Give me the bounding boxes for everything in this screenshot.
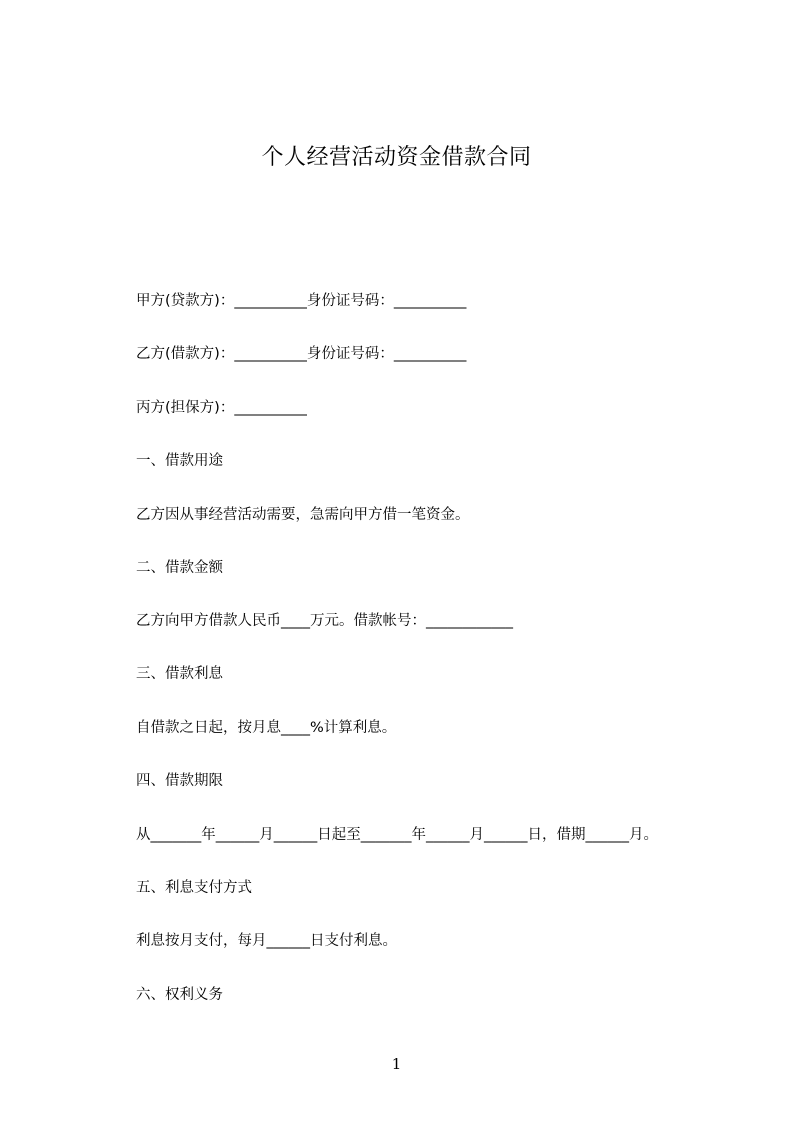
section-heading-rights: 六、权利义务 <box>136 987 223 1003</box>
party-b-line: 乙方(借款方)：__________身份证号码：__________ <box>136 346 467 362</box>
page-number: 1 <box>391 1055 402 1073</box>
section-heading-purpose: 一、借款用途 <box>136 453 223 469</box>
purpose-text: 乙方因从事经营活动需要，急需向甲方借一笔资金。 <box>136 507 470 523</box>
interest-text: 自借款之日起，按月息____%计算利息。 <box>136 720 397 736</box>
payment-text: 利息按月支付，每月______日支付利息。 <box>136 933 397 949</box>
section-heading-payment: 五、利息支付方式 <box>136 880 252 896</box>
amount-text: 乙方向甲方借款人民币____万元。借款帐号：____________ <box>136 613 513 629</box>
section-heading-amount: 二、借款金额 <box>136 560 223 576</box>
party-a-line: 甲方(贷款方)：__________身份证号码：__________ <box>136 293 467 309</box>
page-title: 个人经营活动资金借款合同 <box>261 145 532 170</box>
term-text: 从_______年______月______日起至_______年______月______日，借期______月。 <box>136 827 658 843</box>
section-heading-term: 四、借款期限 <box>136 773 223 789</box>
party-c-line: 丙方(担保方)：__________ <box>136 400 307 416</box>
section-heading-interest: 三、借款利息 <box>136 666 223 682</box>
